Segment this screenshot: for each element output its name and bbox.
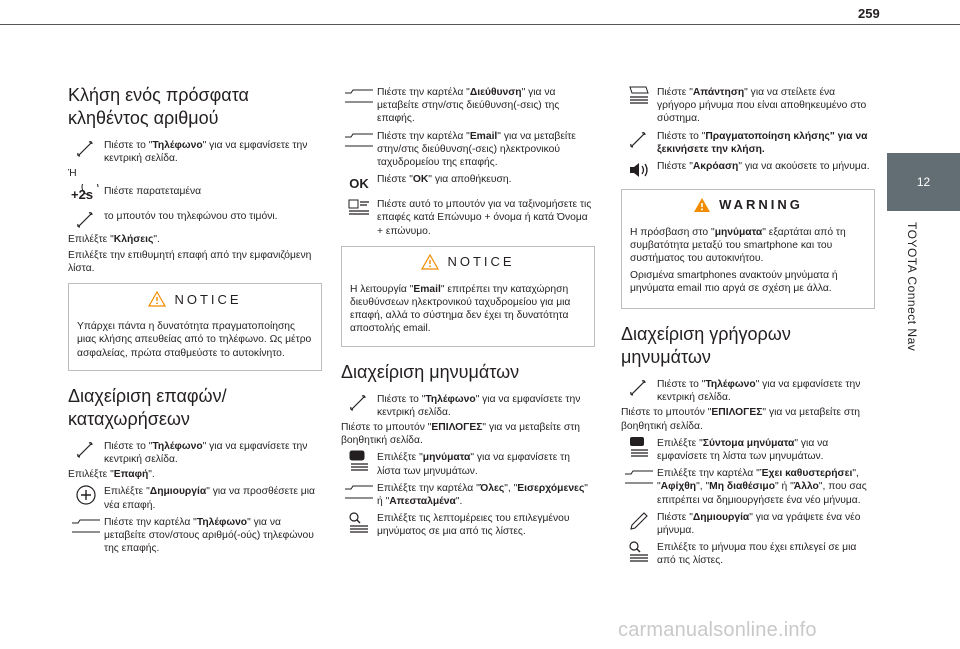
tab-icon [621,466,657,488]
notice-triangle-icon [421,254,439,270]
step-long-press: +2s Πιέστε παρατεταμένα [68,184,322,206]
notice-triangle-icon [148,291,166,307]
or-text: Ή [68,168,77,180]
phone-icon [68,138,104,160]
warning-triangle-icon [693,197,711,213]
phone-icon [341,392,377,414]
notice-text: Υπάρχει πάντα η δυνατότητα πραγματοποίησης μιας κλήσης απευθείας από το τηλέφωνο. Ως μέτρο ασφαλείας, πρώτα σταθμεύστε το αυτοκίνητο. [77,321,312,359]
heading-quick-messages: Διαχείριση γρήγορων μηνυμάτων [621,324,791,368]
heading-recent-call: Κλήση ενός πρόσφατα κληθέντος αριθμού [68,85,249,128]
sms-message-icon [341,450,377,472]
reply-message-icon [621,85,657,107]
page-number: 259 [858,6,880,21]
heading-contacts: Διαχείριση επαφών/καταχωρήσεων [68,385,227,429]
notice-text: Η λειτουργία "Email" επιτρέπει την καταχώρηση διευθύνσεων ηλεκτρονικού ταχυδρομείου για μια επαφή, αλλά το σύστημα δεν έχει τη δυνατότητα αποστολής email. [350,283,571,335]
tab-icon [341,129,377,151]
warning-box: WARNING Η πρόσβαση στο "μηνύματα" εξαρτάται από τη συμβατότητα μεταξύ του smartphone και του συστήματος του αυτοκινήτου. Ορισμένα smartphones ανακτούν μηνύματα ή μηνύματα email πιο αργά σε σχέση με άλλα. [621,189,875,309]
message-details-icon [341,511,377,533]
long-press-2s-icon [68,184,104,206]
step-phone-home: Πιέστε το "Τηλέφωνο" για να εμφανίσετε την κεντρική σελίδα. [68,138,322,165]
ok-icon: OK [349,175,369,191]
heading-messages: Διαχείριση μηνυμάτων [341,361,520,382]
warning-title: WARNING [719,197,803,213]
step-steering-button: το μπουτόν του τηλεφώνου στο τιμόνι. [68,209,322,231]
notice-title: NOTICE [447,254,515,270]
phone-icon [68,209,104,231]
notice-box-email [341,246,595,347]
phone-icon [621,129,657,151]
tab-icon [341,481,377,503]
tab-icon [341,85,377,107]
phone-icon [621,377,657,399]
header-rule [0,24,960,25]
chapter-title: TOYOTA Connect Nav [905,222,919,352]
add-plus-icon [68,484,104,506]
chapter-tab: 12 [887,153,960,211]
sort-contacts-icon [341,197,377,219]
column-middle: Πιέστε την καρτέλα "Διεύθυνση" για να μεταβείτε στην/στις διεύθυνση(-σεις) της επαφής. Πιέστε την καρτέλα "Email" για να μεταβείτε στην/στις διεύθυνση(-σεις) ηλεκτρονικού ταχυδρομείου της επαφής. OK Πιέστε "OK" για αποθήκευση. Πιέστε αυτό το μπουτόν για να ταξινομήσετε τις επαφές κατά Επώνυμο + όνομα ή κατά Όνομα + επώνυμο. NOTICE Η λειτουργία "Email" επιτρέπει την καταχώρηση διευθύνσεων ηλεκτρονικού ταχυδρομείου για μια επαφή, αλλά το σύστημα δεν έχει τη δυνατότητα αποστολής email. Διαχείριση μηνυμάτων Πιέστε το "Τηλέφωνο" για να εμφανίσετε την κεντρική σελίδα. Πιέστε το μπουτόν "ΕΠΙΛΟΓΕΣ" για να μεταβείτε στη βοηθητική σελίδα. Επιλέξτε "μηνύματα" για να εμφανίσετε τη λίστα των μηνυμάτων. Επιλέξτε την καρτέλα "Όλες", "Εισερχόμενες" ή "Απεσταλμένα". Επιλέξτε τις λεπτομέρειες του επιλεγμένου μηνύματος σε μια από τις λίστες. [341,82,595,541]
notice-box [68,283,322,371]
tab-icon [68,515,104,537]
column-left: Κλήση ενός πρόσφατα κληθέντος αριθμού Πιέστε το "Τηλέφωνο" για να εμφανίσετε την κεντρική σελίδα. Ή +2s Πιέστε παρατεταμένα το μπουτόν του τηλεφώνου στο τιμόνι. Επιλέξτε "Κλήσεις". Επιλέξτε την επιθυμητή επαφή από την εμφανιζόμενη λίστα. NOTICE Υπάρχει πάντα η δυνατότητα πραγματοποίησης μιας κλήσης απευθείας από το τηλέφωνο. Ως μέτρο ασφαλείας, πρώτα σταθμεύστε το αυτοκίνητο. Διαχείριση επαφών/καταχωρήσεων Πιέστε το "Τηλέφωνο" για να εμφανίσετε την κεντρική σελίδα. Επιλέξτε "Επαφή". Επιλέξτε "Δημιουργία" για να προσθέσετε μια νέα επαφή. Πιέστε την καρτέλα "Τηλέφωνο" για να μεταβείτε στον/στους αριθμό(-ούς) τηλεφώνου της επαφής. [68,64,322,557]
speaker-icon [621,159,657,181]
watermark: carmanualsonline.info [618,619,817,641]
message-details-icon [621,540,657,562]
svg-text:+2s: +2s [71,186,94,202]
pencil-icon [621,510,657,532]
column-right: Πιέστε "Απάντηση" για να στείλετε ένα γρήγορο μήνυμα που είναι αποθηκευμένο στο σύστημα. Πιέστε το "Πραγματοποίηση κλήσης" για να ξεκινήσετε την κλήση. Πιέστε "Ακρόαση" για να ακούσετε το μήνυμα. WARNING Η πρόσβαση στο "μηνύματα" εξαρτάται από τη συμβατότητα μεταξύ του smartphone και του συστήματος του αυτοκινήτου. Ορισμένα smartphones ανακτούν μηνύματα ή μηνύματα email πιο αργά σε σχέση με άλλα. Διαχείριση γρήγορων μηνυμάτων Πιέστε το "Τηλέφωνο" για να εμφανίσετε την κεντρική σελίδα. Πιέστε το μπουτόν "ΕΠΙΛΟΓΕΣ" για να μεταβείτε στη βοηθητική σελίδα. Επιλέξτε "Σύντομα μηνύματα" για να εμφανίσετε τη λίστα των μηνυμάτων. Επιλέξτε την καρτέλα "Έχει καθυστερήσει", "Αφίχθη", "Μη διαθέσιμο" ή "Άλλο", που σας επιτρέπει να δημιουργήσετε ένα νέο μήνυμα. Πιέστε "Δημιουργία" για να γράψετε ένα νέο μήνυμα. Επιλέξτε το μήνυμα που έχει επιλεγεί σε μια από τις λίστες. [621,82,875,570]
notice-title: NOTICE [174,291,242,307]
phone-icon [68,439,104,461]
quick-message-icon [621,436,657,458]
